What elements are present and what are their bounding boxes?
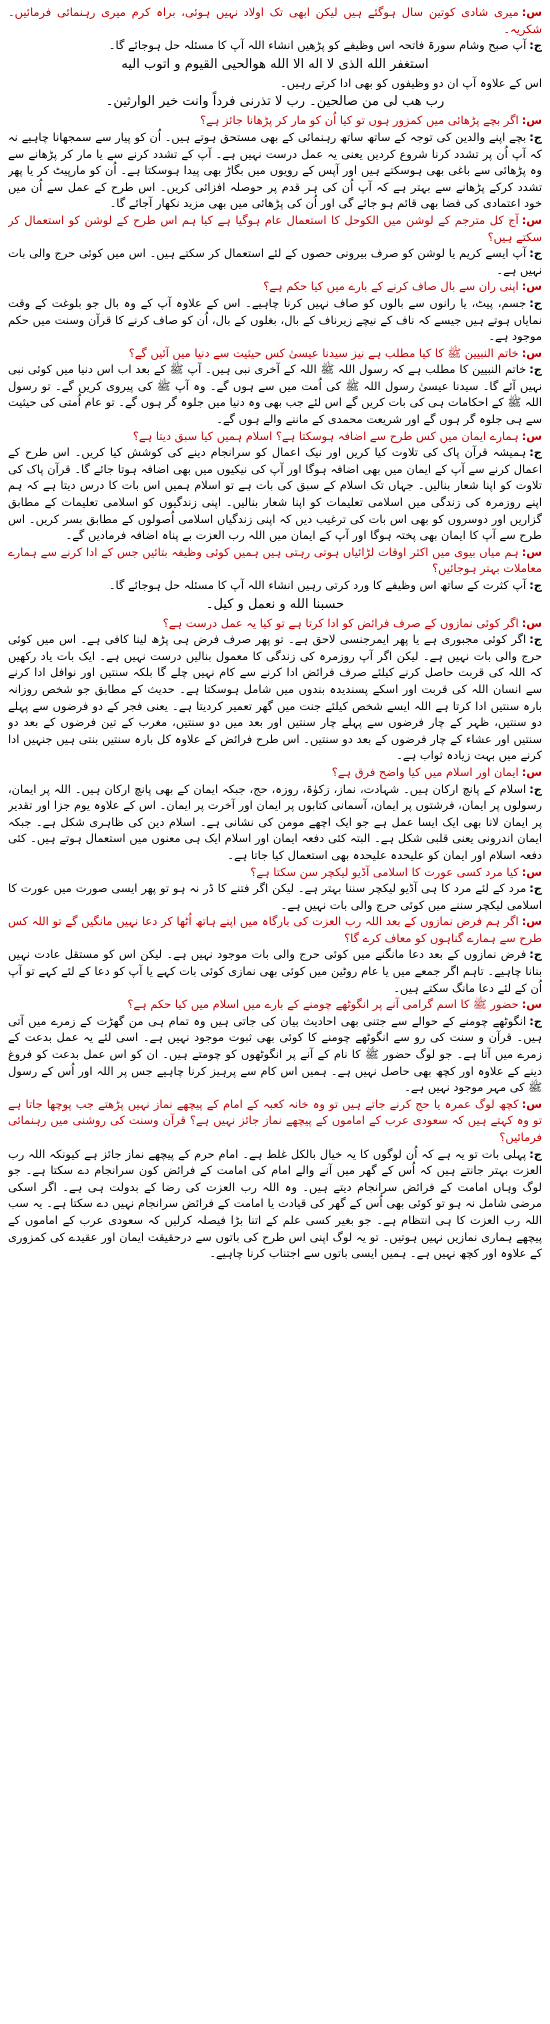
question-paragraph [8, 615, 542, 632]
paragraph-text: مرد کے لئے مرد کا ہی آڈیو لیکچر سننا بہتر ہے۔ لیکن اگر فتنے کا ڈر نہ ہو تو پھر ایسی صورت میں عورت کا اسلامی لیکچر سننے میں کوئی حرج والی بات نہیں ہے۔ [8, 881, 542, 912]
paragraph-text: اگر ہم فرض نمازوں کے بعد اللہ رب العزت کی بارگاہ میں اپنے ہاتھ اُٹھا کر دعا نہیں مانگیں گے تو اللہ کس طرح سے ہمارے گناہوں کو معاف کرے گا؟ [8, 914, 542, 945]
question-marker: س: [521, 113, 542, 128]
qa-document [8, 4, 542, 2016]
answer-paragraph [8, 880, 542, 913]
question-marker: س: [521, 914, 542, 929]
question-paragraph [8, 212, 542, 245]
answer-paragraph [8, 37, 542, 54]
question-marker: س: [521, 997, 542, 1012]
answer-paragraph [8, 361, 542, 427]
question-paragraph [8, 278, 542, 295]
question-paragraph [8, 864, 542, 881]
answer-paragraph [8, 781, 542, 864]
paragraph-text: استغفر الله الذی لا اله الا الله هوالحیی القیوم و اتوب الیه [121, 56, 429, 72]
answer-paragraph [8, 1146, 542, 1262]
question-paragraph [8, 544, 542, 577]
question-paragraph [8, 428, 542, 445]
answer-marker: ج: [529, 246, 542, 261]
answer-paragraph [8, 444, 542, 544]
answer-marker: ج: [529, 38, 542, 53]
answer-paragraph [8, 946, 542, 996]
question-marker: س: [521, 764, 542, 779]
answer-marker: ج: [529, 445, 542, 460]
answer-marker: ج: [529, 947, 542, 962]
answer-paragraph [8, 577, 542, 594]
answer-marker: ج: [529, 578, 542, 592]
paragraph-text: اس کے علاوہ آپ ان دو وظیفوں کو بھی ادا کرتے رہیں۔ [280, 75, 542, 90]
answer-marker: ج: [529, 1146, 542, 1161]
paragraph-text: پہلی بات تو یہ ہے کہ اُن لوگوں کا یہ خیال بالکل غلط ہے۔ امام حرم کے پیچھے نماز جائز ہے کیونکہ اللہ رب العزت بہتر جانتے ہیں کہ اُس کے گھر میں آنے والے امام کی امامت کے فرائض کون سرانجام دے سکتا ہے۔ جو لوگ وہاں امامت کے فرائض سرانجام دیتے ہیں۔ وہ اللہ رب العزت کی رضا کے بدولت ہی ہے۔ اگر اسکی مرضی شامل نہ ہو تو کوئی بھی اُس کے گھر کی قیادت یا امامت کے فرائض سرانجام نہیں دے سکتا ہے۔ یہ سب اللہ رب العزت کا ہی انتظام ہے۔ جو بغیر کسی علم کے اتنا بڑا فیصلہ کرلیں کہ سعودی عرب کے اماموں کے پیچھے ہماری نمازیں نہیں ہوتیں۔ تو یہ لوگ اپنی اس طرح کی باتوں سے درحقیقت ایمان اور عقیدے کی کمزوری کے علاوہ اور کچھ نہیں ہے۔ ہمیں ایسی باتوں سے اجتناب کرنا چاہیے۔ [8, 1146, 542, 1261]
paragraph-text: ہمیشہ قرآن پاک کی تلاوت کیا کریں اور نیک اعمال کو سرانجام دینے کی کوشش کیا کریں۔ اس طرح کے اعمال کرنے سے آپ کے ایمان میں بھی اضافہ ہوگا اور آپ کی نیکیوں میں بھی اضافہ ہوتا جائے گا۔ قرآن پاک کی تلاوت کو اپنا شعار بنالیں۔ جہاں تک اسلام کے سبق کی بات ہے تو اسلام ہمیں اس بات کا درس دیتا ہے کہ ہم اپنے روزمرہ کی زندگی میں اسلامی تعلیمات کو اپنا شعار بنالیں۔ اپنی زندگیوں کو اسلامی تعلیمات کے مطابق گزاریں اور دوسروں کو بھی اس بات کی ترغیب دیں کہ اپنی زندگیاں اسلامی اُصولوں کے مطابق بسر کریں۔ اس طرح سے آپ کا ایمان بھی پختہ ہوگا اور آپ کے ایمان میں اللہ رب العزت بے پناہ اضافہ فرمادیں گے۔ [8, 445, 542, 543]
question-marker: س: [521, 864, 542, 879]
question-marker: س: [521, 5, 542, 19]
question-marker: س: [521, 345, 542, 360]
paragraph-text: کیا مرد کسی عورت کا اسلامی آڈیو لیکچر سن سکتا ہے؟ [250, 864, 519, 879]
question-paragraph [8, 112, 542, 129]
answer-marker: ج: [529, 295, 542, 310]
paragraph-text: حضور ﷺ کا اسم گرامی آنے پر انگوٹھے چومنے کے بارے میں اسلام میں کیا حکم ہے؟ [127, 997, 519, 1012]
answer-marker: ج: [529, 632, 542, 647]
paragraph-text: میری شادی کوتین سال ہوگئے ہیں لیکن ابھی تک اولاد نہیں ہوئی، براہ کرم میری رہنمائی فرمائیں۔ شکریہ۔ [8, 5, 542, 36]
question-marker: س: [521, 428, 542, 443]
answer-paragraph [8, 295, 542, 345]
paragraph-text: رب هب لی من صالحین۔ رب لا تذرنی فرداً وانت خیر الوارثین۔ [105, 94, 445, 110]
question-paragraph [8, 345, 542, 362]
answer-paragraph [8, 75, 542, 92]
paragraph-text: آج کل مترجم کے لوشن میں الکوحل کا استعمال عام ہوگیا ہے کیا ہم اس طرح کے لوشن کو استعمال کر سکتے ہیں؟ [8, 212, 542, 244]
question-paragraph [8, 913, 542, 946]
question-marker: س: [521, 615, 542, 630]
question-paragraph [8, 1096, 542, 1146]
answer-marker: ج: [529, 362, 542, 377]
question-paragraph [8, 996, 542, 1013]
paragraph-text: اسلام کے پانچ ارکان ہیں۔ شہادت، نماز، زکوٰۃ، روزہ، حج، جبکہ ایمان کے بھی پانچ ارکان ہیں۔ اللہ پر ایمان، رسولوں پر ایمان، فرشتوں پر ایمان، آسمانی کتابوں پر ایمان اور آخرت پر ایمان۔ اس کے علاوہ یوم جزا اور تقدیر پر ایمان لانا بھی ایک ایسا عمل ہے جو ایک اچھے مومن کی نشانی ہے۔ اسلام دین کی ظاہری شکل ہے۔ جبکہ ایمان اندرونی یعنی قلبی شکل ہے۔ البتہ کئی دفعہ ایمان اور اسلام ایک ہی معنوں میں استعمال ہوتے ہیں۔ کئی دفعہ اسلام اور ایمان کو علیحدہ علیحدہ بھی استعمال کیا جاتا ہے۔ [8, 781, 542, 862]
answer-marker: ج: [529, 1013, 542, 1028]
paragraph-text: اپنی ران سے بال صاف کرنے کے بارے میں کیا حکم ہے؟ [263, 279, 519, 294]
paragraph-text: آپ ایسے کریم یا لوشن کو صرف بیرونی حصوں کے لئے استعمال کر سکتے ہیں۔ اس میں کوئی حرج والی بات نہیں ہے۔ [8, 246, 542, 277]
question-paragraph [8, 4, 542, 37]
answer-paragraph [8, 1013, 542, 1096]
paragraph-text: حسبنا الله و نعمل و کیل۔ [205, 596, 345, 612]
question-marker: س: [521, 544, 542, 559]
question-marker: س: [521, 212, 542, 227]
answer-marker: ج: [529, 781, 542, 796]
paragraph-text: کچھ لوگ عمرہ یا حج کرنے جاتے ہیں تو وہ خانہ کعبہ کے امام کے پیچھے نماز نہیں پڑھتے جب پوچھا جاتا ہے تو وہ کہتے ہیں کہ سعودی عرب کے اماموں کے پیچھے نماز جائز نہیں ہے؟ قرآن وسنت کی روشنی میں رہنمائی فرمائیں؟ [8, 1096, 542, 1144]
paragraph-text: جسم، پیٹ، یا رانوں سے بالوں کو صاف نہیں کرنا چاہیے۔ اس کے علاوہ آپ کے وہ بال جو بلوغت کے وقت نمایاں ہوتے ہیں جیسے کہ ناف کے نیچے زیرناف کے بال، بغلوں کے بال، اُن کو صاف کرنے کا قرآن وسنت میں حکم موجود ہے۔ [8, 295, 542, 344]
arabic-supplication [8, 91, 542, 112]
answer-paragraph [8, 245, 542, 278]
answer-marker: ج: [529, 881, 542, 896]
paragraph-text: ہم میاں بیوی میں اکثر اوقات لڑائیاں ہوتی رہتی ہیں ہمیں کوئی وظیفہ بتائیں جس کے ادا کرنے سے ہمارے معاملات بہتر ہوجائیں؟ [8, 544, 542, 576]
arabic-supplication [8, 54, 542, 75]
paragraph-text: خاتم النبیین ﷺ کا کیا مطلب ہے نیز سیدنا عیسیٰ کس حیثیت سے دنیا میں آئیں گے؟ [128, 345, 519, 360]
question-marker: س: [521, 1096, 542, 1111]
question-marker: س: [521, 279, 542, 294]
paragraph-text: اگر کوئی نمازوں کے صرف فرائض کو ادا کرتا ہے تو کیا یہ عمل درست ہے؟ [162, 615, 519, 630]
paragraph-text: ہمارے ایمان میں کس طرح سے اضافہ ہوسکتا ہے؟ اسلام ہمیں کیا سبق دیتا ہے؟ [132, 428, 519, 443]
paragraph-text: آپ صبح وشام سورۃ فاتحہ اس وظیفے کو پڑھیں انشاء اللہ آپ کا مسئلہ حل ہوجائے گا۔ [108, 38, 527, 53]
paragraph-text: خاتم النبیین کا مطلب ہے کہ رسول اللہ ﷺ اللہ کے آخری نبی ہیں۔ آپ ﷺ کے بعد اب اس دنیا میں کوئی نبی نہیں آئے گا۔ سیدنا عیسیٰ رسول اللہ ﷺ کی اُمت میں سے ہوں گے۔ وہ آپ ﷺ کی پیروی کریں گے۔ تو رسول اللہ ﷺ کے احکامات ہی کی بات کریں گے اس لئے جب بھی وہ دنیا میں جلوہ گر ہوں گے۔ تو عام اُمتی کی حیثیت سے ہی جلوہ گر ہوں گے اور شریعت محمدی کے ماننے والے ہوں گے۔ [8, 362, 542, 427]
paragraph-text: فرض نمازوں کے بعد دعا مانگنے میں کوئی حرج والی بات موجود نہیں ہے۔ لیکن اس کو مستقل عادت نہیں بنانا چاہیے۔ تاہم اگر جمعے میں یا عام روٹین میں کوئی بھی نمازی کوئی بات کہے یا آپ کو دعا کے لئے کہے تو آپ اُن کے لئے دعا مانگ سکتے ہیں۔ [8, 947, 542, 995]
question-paragraph [8, 764, 542, 781]
paragraph-text: آپ کثرت کے ساتھ اس وظیفے کا ورد کرتی رہیں انشاء اللہ آپ کا مسئلہ حل ہوجائے گا۔ [108, 578, 527, 592]
answer-paragraph [8, 631, 542, 764]
answer-marker: ج: [529, 129, 542, 144]
arabic-supplication [8, 594, 542, 615]
paragraph-text: بچے اپنے والدین کی توجہ کے ساتھ ساتھ رہنمائی کے بھی مستحق ہوتے ہیں۔ اُن کو پیار سے سمجھانا چاہیے نہ کہ آپ اُن پر تشدد کرنا شروع کردیں یعنی یہ عمل درست نہیں ہے۔ آپ کے تشدد کرنے سے یا مار کر پڑھانے سے وہ پڑھائی سے باغی بھی ہوسکتے ہیں اور آپس کے رویوں میں بگاڑ بھی پیدا ہوسکتا ہے۔ اُن کو مارپیٹ کر یا پھر تشدد کرکے پڑھانے سے بہتر ہے کہ آپ اُن کی ہر قدم پر حوصلہ افزائی کریں۔ اس طرح کے عمل سے اُن میں خود اعتمادی کی فضا بھی قائم ہو جائے گی اور اُن کی پڑھائی میں بھی مزید نکھار آجائے گا۔ [8, 129, 542, 211]
answer-paragraph [8, 129, 542, 212]
paragraph-text: اگر بچے پڑھائی میں کمزور ہوں تو کیا اُن کو مار کر پڑھانا جائز ہے؟ [199, 113, 519, 128]
paragraph-text: انگوٹھے چومنے کے حوالے سے جتنی بھی احادیث بیان کی جاتی ہیں وہ تمام ہی من گھڑت کے زمرے میں آتی ہیں۔ قرآن و سنت کی رو سے انگوٹھے چومنے کا کوئی بھی ثبوت موجود نہیں ہے۔ اسی لئے یہ عمل بدعت کے زمرے میں آتا ہے۔ جو لوگ حضور ﷺ کا نام کے آنے پر انگوٹھوں کو چومتے ہیں۔ ان کو اس عمل بدعت کو فروغ دینے کے علاوہ اور کچھ بھی حاصل نہیں ہے۔ ہمیں اس کام سے پرہیز کرنا چاہیے جس پر اللہ اور اُس کے رسول ﷺ کی مہر موجود نہیں ہے۔ [8, 1013, 542, 1095]
paragraph-text: ایمان اور اسلام میں کیا واضح فرق ہے؟ [331, 764, 519, 779]
paragraph-text: اگر کوئی مجبوری ہے یا پھر ایمرجنسی لاحق ہے۔ تو پھر صرف فرض ہی پڑھ لینا کافی ہے۔ اس میں کوئی حرج والی بات نہیں ہے۔ لیکن اگر آپ روزمرہ کی زندگی کا معمول بنالیں درست نہیں ہے۔ ایک بات یاد رکھیں کہ اللہ کی قربت حاصل کرنے کیلئے صرف فرائض ادا کرنے سے کام نہیں چلے گا بلکہ سنتیں اور نوافل ادا کرنے سے انسان اللہ کی قربت اور اسکے پسندیدہ بندوں میں شامل ہوسکتا ہے۔ حدیث کے مطابق جو شخص روزانہ بارہ سنتیں ادا کرتا ہے اللہ ایسے شخص کیلئے جنت میں گھر تعمیر کردیتا ہے۔ یعنی فجر کے دو فرضوں سے پہلے دو سنتیں، ظہر کے چار فرضوں سے پہلے چار سنتیں اور بعد میں دو سنتیں، مغرب کے تین فرضوں کے بعد دو سنتیں اور عشاء کے چار فرضوں کے بعد دو سنتیں۔ اس طرح فرائض کے علاوہ کل بارہ سنتیں بنتی ہیں جنہیں ادا کرنے میں بہت زیادہ ثواب ہے۔ [8, 632, 542, 763]
